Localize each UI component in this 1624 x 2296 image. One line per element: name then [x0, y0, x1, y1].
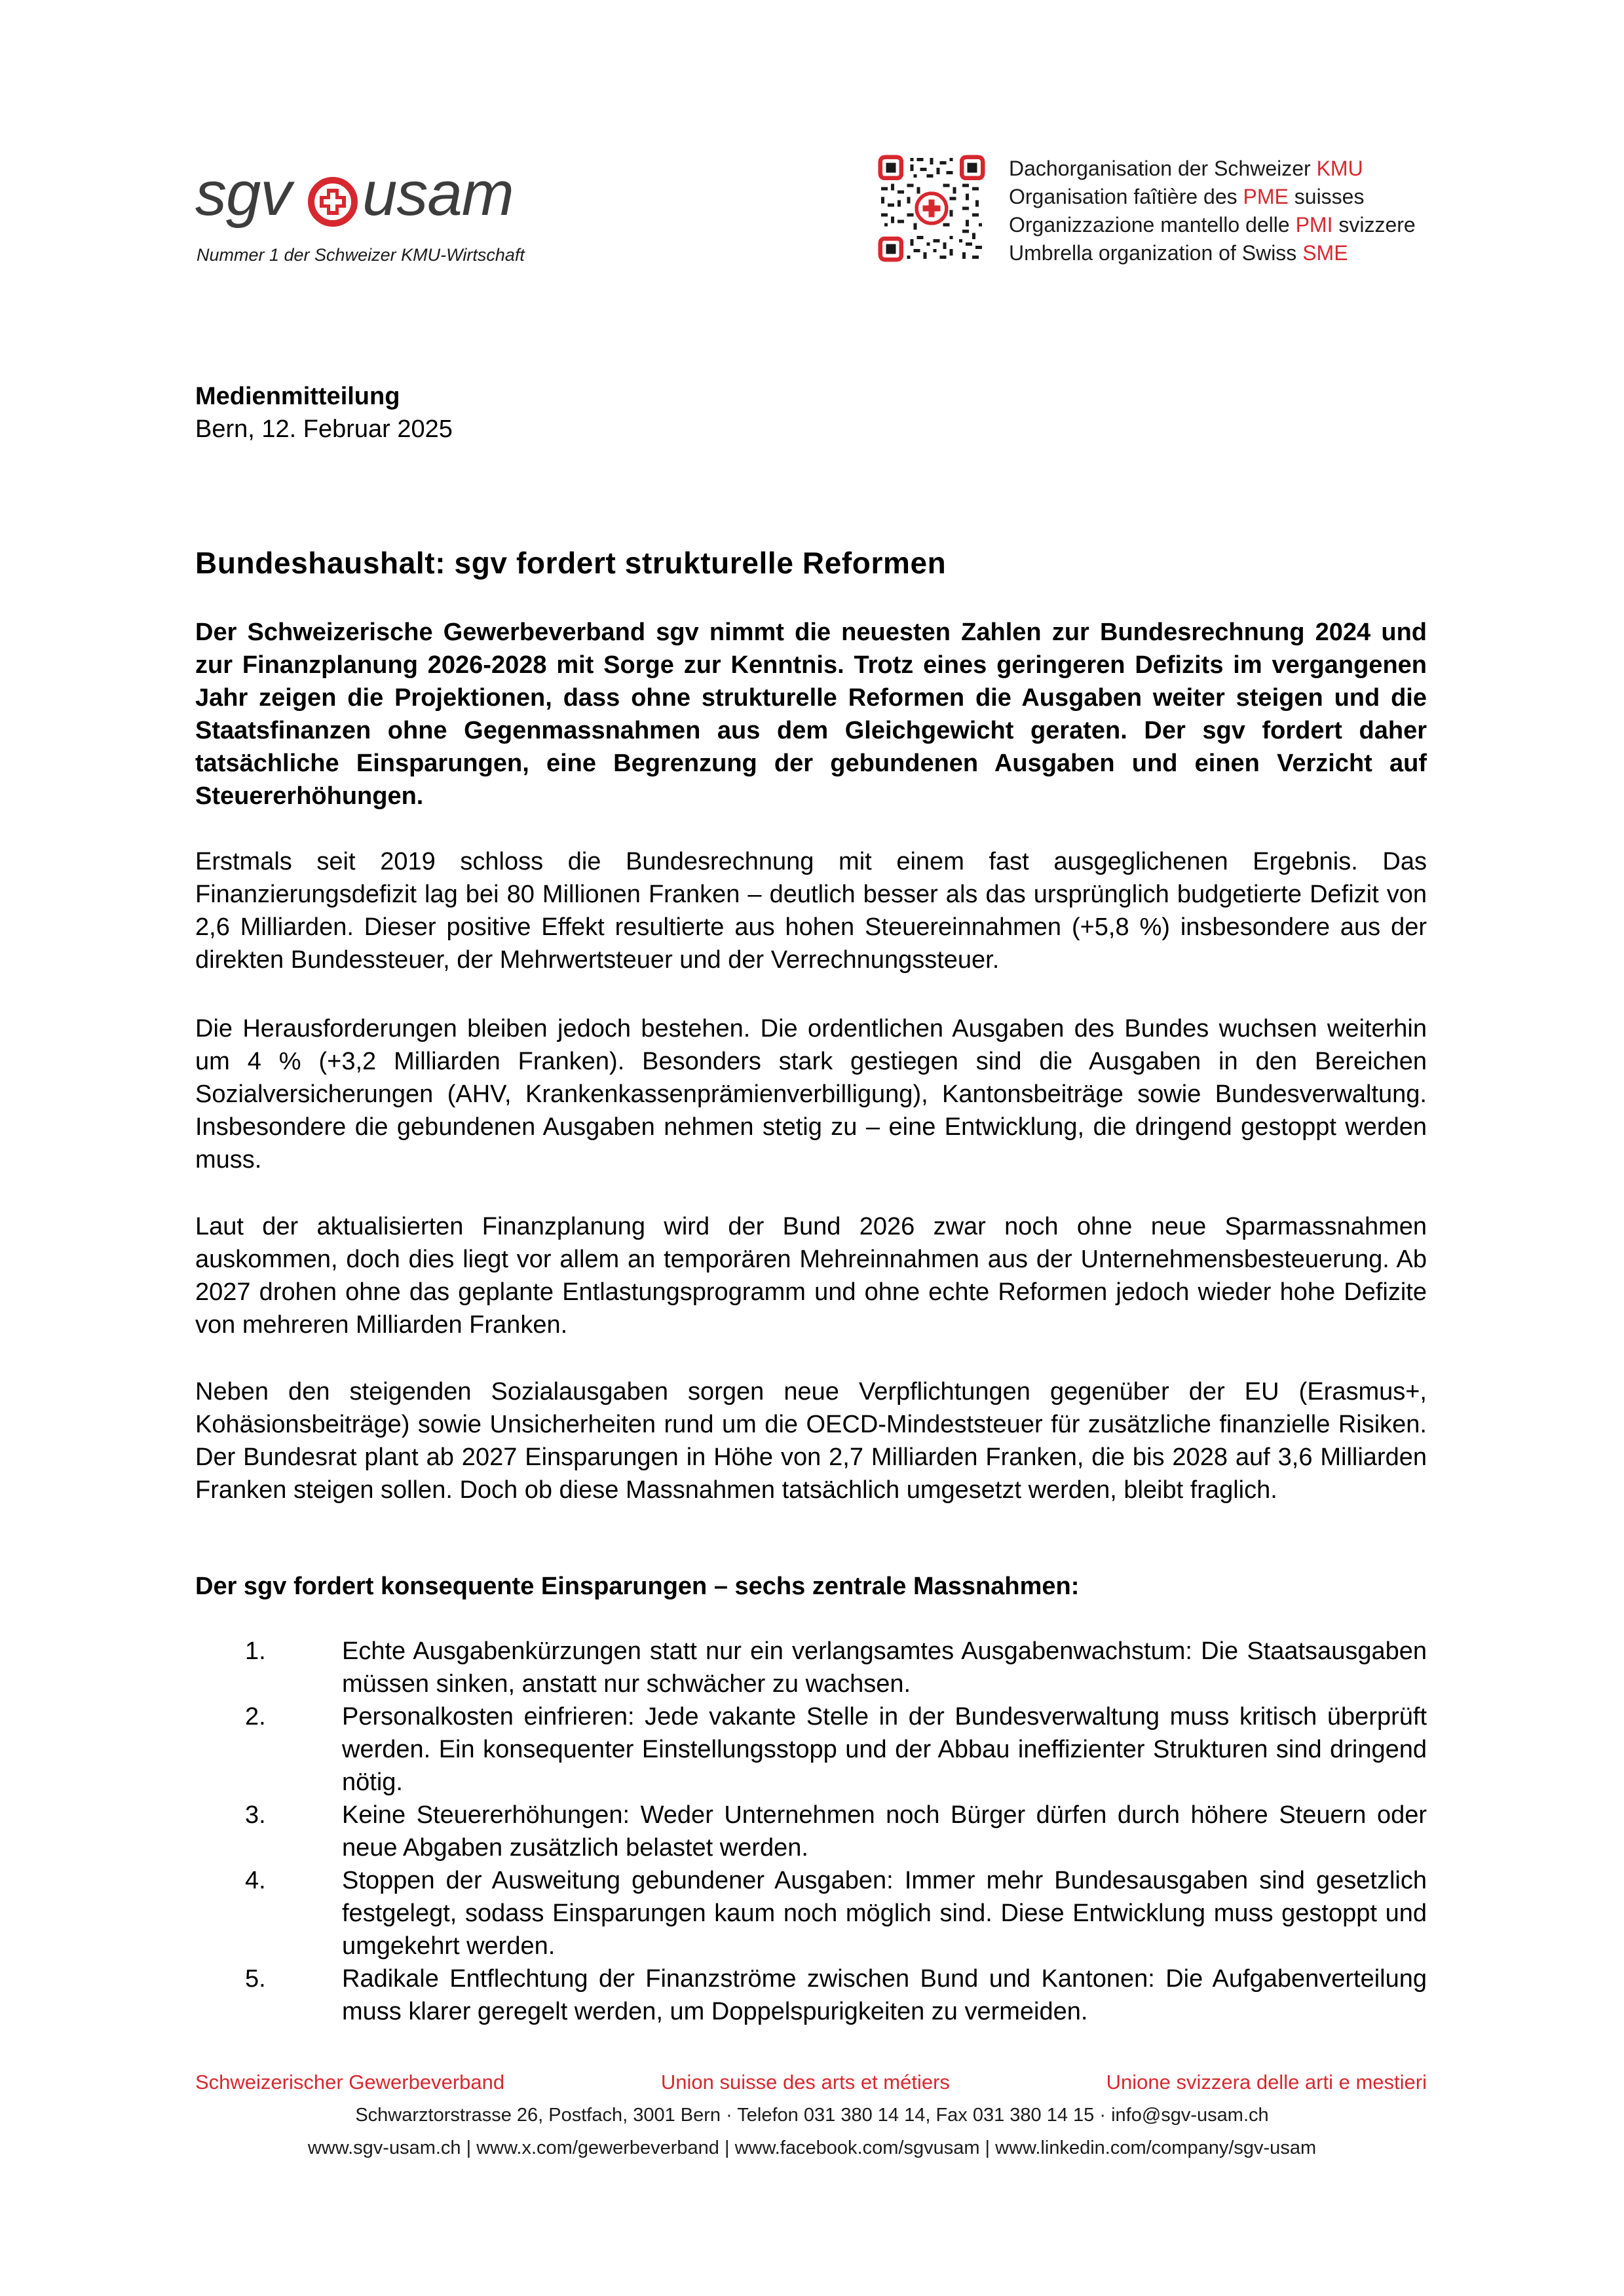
list-item-number: 3.	[245, 1801, 266, 1829]
sgv-usam-logo	[195, 159, 562, 267]
list-item-text: Echte Ausgabenkürzungen statt nur ein verlangsamtes Ausgabenwachstum: Die Staatsausgaben müssen sinken, anstatt nur schwächer zu wachsen.	[342, 1637, 1427, 1698]
list-item-number: 2.	[245, 1703, 266, 1731]
footer-org-de: Schweizerischer Gewerbeverband	[195, 2071, 505, 2094]
body-paragraph: Laut der aktualisierten Finanzplanung wird der Bund 2026 zwar noch ohne neue Sparmassnahmen auskommen, doch dies liegt vor allem an temporären Mehreinnahmen aus der Unternehmensbesteuerung. Ab 2027 drohen ohne das geplante Entlastungsprogramm und ohne echte Reformen jedoch wieder hohe Defizite von mehreren Milliarden Franken.	[195, 1213, 1427, 1339]
list-item-text: Keine Steuererhöhungen: Weder Unternehmen noch Bürger dürfen durch höhere Steuern oder neue Abgaben zusätzlich belastet werden.	[342, 1801, 1427, 1862]
footer-address: Schwarztorstrasse 26, Postfach, 3001 Bern · Telefon 031 380 14 14, Fax 031 380 14 15 · info@sgv-usam.ch	[355, 2105, 1269, 2126]
logo-text-sgv: sgv	[195, 159, 292, 229]
measures-heading: Der sgv fordert konsequente Einsparungen – sechs zentrale Massnahmen:	[195, 1573, 1080, 1600]
org-line-it: Organizzazione mantello delle PMI svizzere	[1009, 213, 1416, 237]
list-item	[195, 1799, 1427, 1864]
page-title: Bundeshaushalt: sgv fordert strukturelle Reformen	[195, 546, 947, 580]
list-item-text: Stoppen der Ausweitung gebundener Ausgaben: Immer mehr Bundesausgaben sind gesetzlich festgelegt, sodass Einsparungen kaum noch möglich sind. Diese Entwicklung muss gestoppt und umgekehrt werden.	[342, 1867, 1427, 1960]
list-item	[195, 1700, 1427, 1799]
media-info	[195, 380, 453, 446]
list-item-text: Personalkosten einfrieren: Jede vakante Stelle in der Bundesverwaltung muss kritisch überprüft werden. Ein konsequenter Einstellungsstopp und der Abbau ineffizienter Strukturen sind dringend nötig.	[342, 1703, 1427, 1796]
footer-organisations	[195, 2071, 1427, 2094]
logo-tagline: Nummer 1 der Schweizer KMU-Wirtschaft	[197, 245, 525, 265]
list-item	[195, 1635, 1427, 1700]
list-item	[195, 1962, 1427, 2028]
list-item-number: 5.	[245, 1965, 266, 1993]
body-paragraph: Erstmals seit 2019 schloss die Bundesrechnung mit einem fast ausgeglichenen Ergebnis. Das Finanzierungsdefizit lag bei 80 Millionen Franken – deutlich besser als das ursprünglich budgetierte Defizit von 2,6 Milliarden. Dieser positive Effekt resultierte aus hohen Steuereinnahmen (+5,8 %) insbesondere aus der direkten Bundessteuer, der Mehrwertsteuer und der Verrechnungssteuer.	[195, 848, 1427, 974]
footer-org-fr: Union suisse des arts et métiers	[660, 2071, 950, 2094]
footer-org-it: Unione svizzera delle arti e mestieri	[1106, 2071, 1427, 2094]
list-item-number: 4.	[245, 1867, 266, 1894]
org-line-en: Umbrella organization of Swiss SME	[1009, 241, 1348, 265]
body-paragraph: Neben den steigenden Sozialausgaben sorgen neue Verpflichtungen gegenüber der EU (Erasmus+, Kohäsionsbeiträge) sowie Unsicherheiten rund um die OECD-Mindeststeuer für zusätzliche finanzielle Risiken. Der Bundesrat plant ab 2027 Einsparungen in Höhe von 2,7 Milliarden Franken, die bis 2028 auf 3,6 Milliarden Franken steigen sollen. Doch ob diese Massnahmen tatsächlich umgesetzt werden, bleibt fraglich.	[195, 1378, 1427, 1504]
footer-links[interactable]: www.sgv-usam.ch | www.x.com/gewerbeverband | www.facebook.com/sgvusam | www.linkedin.com/company/sgv-usam	[307, 2137, 1317, 2158]
logo-text-usam: usam	[362, 159, 514, 229]
qr-code-icon	[878, 155, 985, 262]
org-line-fr: Organisation faîtière des PME suisses	[1009, 185, 1365, 208]
measures-list	[195, 1635, 1427, 2028]
organisation-descriptions	[1009, 155, 1416, 267]
list-item-text: Radikale Entflechtung der Finanzströme zwischen Bund und Kantonen: Die Aufgabenverteilung muss klarer geregelt werden, um Doppelspurigkeiten zu vermeiden.	[342, 1965, 1427, 2025]
dateline: Bern, 12. Februar 2025	[195, 415, 453, 443]
body-paragraph: Die Herausforderungen bleiben jedoch bestehen. Die ordentlichen Ausgaben des Bundes wuchsen weiterhin um 4 % (+3,2 Milliarden Franken). Besonders stark gestiegen sind die Ausgaben in den Bereichen Sozialversicherungen (AHV, Krankenkassenprämienverbilligung), Kantonsbeiträge sowie Bundesverwaltung. Insbesondere die gebundenen Ausgaben nehmen stetig zu – eine Entwicklung, die dringend gestoppt werden muss.	[195, 1015, 1427, 1174]
org-line-de: Dachorganisation der Schweizer KMU	[1009, 157, 1363, 180]
document-type: Medienmitteilung	[195, 383, 400, 410]
swiss-cross-logo-icon	[307, 176, 359, 228]
lead-paragraph: Der Schweizerische Gewerbeverband sgv nimmt die neuesten Zahlen zur Bundesrechnung 2024 und zur Finanzplanung 2026-2028 mit Sorge zur Kenntnis. Trotz eines geringeren Defizits im vergangenen Jahr zeigen die Projektionen, dass ohne strukturelle Reformen die Ausgaben weiter steigen und die Staatsfinanzen ohne Gegenmassnahmen aus dem Gleichgewicht geraten. Der sgv fordert daher tatsächliche Einsparungen, eine Begrenzung der gebundenen Ausgaben und einen Verzicht auf Steuererhöhungen.	[195, 619, 1427, 810]
list-item	[195, 1864, 1427, 1962]
list-item-number: 1.	[245, 1637, 266, 1665]
